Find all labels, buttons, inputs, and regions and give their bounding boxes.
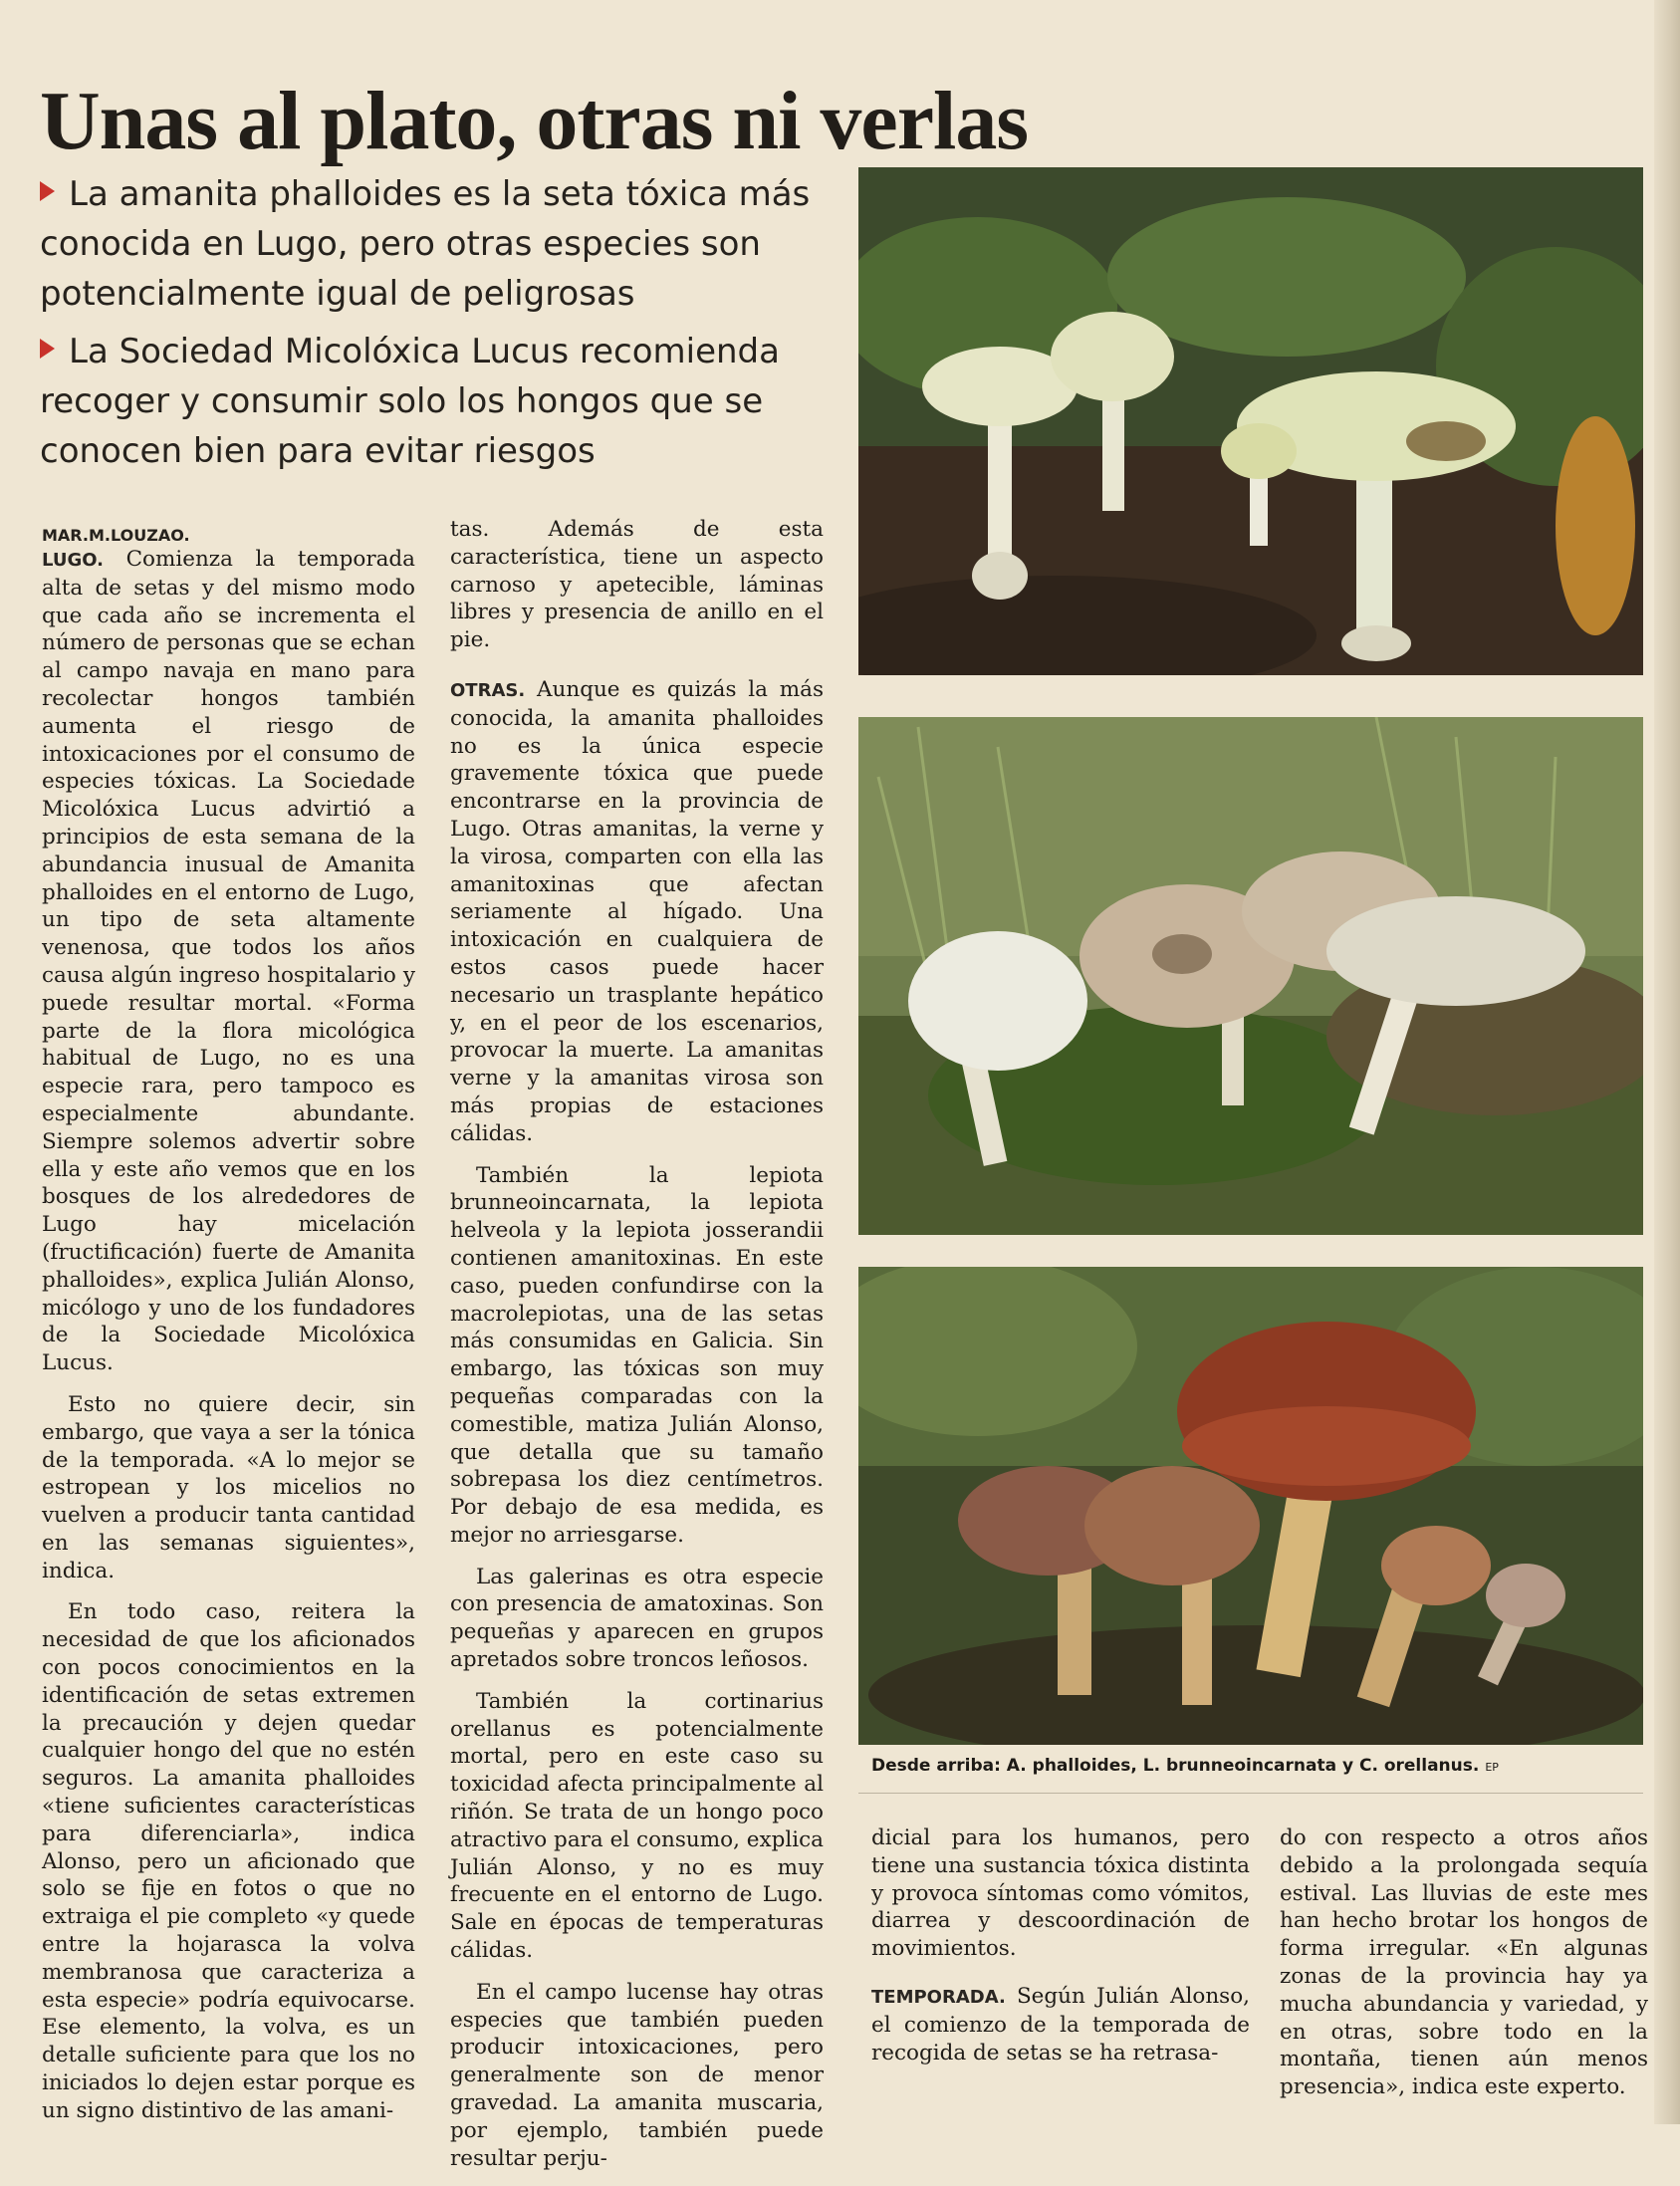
divider	[858, 1793, 1643, 1794]
paragraph	[42, 546, 415, 1377]
paragraph: dicial para los humanos, pero tiene una sustancia tóxica distinta y provoca síntomas como vómitos, diarrea y descoordinación de movimientos.	[871, 1825, 1250, 1962]
column-1	[42, 526, 415, 2139]
paragraph: También la cortinarius orellanus es potencialmente mortal, pero en este caso su toxicidad afecta principalmente al riñón. Se trata de un hongo poco atractivo para el consumo, explica Julián Alonso, y no es muy frecuente en el entorno de Lugo. Sale en épocas de temperaturas cálidas.	[450, 1688, 824, 1964]
headline: Unas al plato, otras ni verlas	[40, 75, 1029, 168]
paragraph: Las galerinas es otra especie con presencia de amatoxinas. Son pequeñas y aparecen en grupos apretados sobre troncos leñosos.	[450, 1564, 824, 1673]
paragraph: tas. Además de esta característica, tiene un aspecto carnoso y apetecible, láminas libres y presencia de anillo en el pie.	[450, 517, 824, 653]
paragraph-text: Según Julián Alonso, el comienzo de la temporada de recogida de setas se ha retrasa-	[871, 1983, 1250, 2065]
paragraph: do con respecto a otros años debido a la prolongada sequía estival. Las lluvias de este mes han hecho brotar los hongos de forma irregular. «En algunas zonas de la provincia hay ya mucha abundancia y variedad, y en otras, sobre todo en la montaña, tienen aún menos presencia», indica este experto.	[1280, 1825, 1648, 2100]
column-3	[871, 1824, 1250, 2080]
section-label-temporada: TEMPORADA.	[871, 1986, 1006, 2008]
subheads	[40, 169, 837, 484]
subhead-2-text: La Sociedad Micolóxica Lucus recomienda recoger y consumir solo los hongos que se conocen bien para evitar riesgos	[40, 332, 780, 471]
paragraph	[450, 676, 824, 1148]
lead-label: LUGO.	[42, 550, 104, 571]
section-label-otras: OTRAS.	[450, 679, 526, 701]
cortinarius-orellanus-photo	[858, 1267, 1643, 1745]
arrow-bullet-icon	[40, 339, 55, 359]
paragraph: En el campo lucense hay otras especies que también pueden producir intoxicaciones, pero generalmente son de menor gravedad. La amanita muscaria, por ejemplo, también puede resultar perju-	[450, 1979, 824, 2171]
paragraph-text: Comienza la temporada alta de setas y del mismo modo que cada año se incrementa el número de personas que se echan al campo navaja en mano para recolectar hongos también aumenta el riesgo de intoxicaciones por el consumo de especies tóxicas. La Sociedade Micolóxica Lucus advirtió a principios de esta semana de la abundancia inusual de Amanita phalloides en el entorno de Lugo, un tipo de seta altamente venenosa, que todos los años causa algún ingreso hospitalario y puede resultar mortal. «Forma parte de la flora micológica habitual de Lugo, no es una especie rara, pero tampoco es especialmente abundante. Siempre solemos advertir sobre ella y este año vemos que en los bosques de los alrededores de Lugo hay micelación (fructificación) fuerte de Amanita phalloides», explica Julián Alonso, micólogo y uno de los fundadores de la Sociedade Micolóxica Lucus.	[42, 547, 415, 1376]
arrow-bullet-icon	[40, 181, 55, 201]
paragraph	[871, 1983, 1250, 2066]
byline: MAR.M.LOUZAO.	[42, 526, 190, 545]
column-2	[450, 516, 824, 2186]
column-4	[1280, 1824, 1648, 2115]
subhead-2	[40, 327, 837, 476]
paragraph: Esto no quiere decir, sin embargo, que vaya a ser la tónica de la temporada. «A lo mejor se estropean y los micelios no vuelven a producir tanta cantidad en las semanas siguientes», indica.	[42, 1391, 415, 1583]
photo-credit: EP	[1485, 1761, 1499, 1774]
paragraph-text: Aunque es quizás la más conocida, la amanita phalloides no es la única especie gravemente tóxica que puede encontrarse en la provincia de Lugo. Otras amanitas, la verne y la virosa, comparten con ella las amanitoxinas que afectan seriamente al hígado. Una intoxicación en cualquiera de estos casos puede hacer necesario un trasplante hepático y, en el peor de los escenarios, provocar la muerte. La amanitas verne y la amanitas virosa son más propias de estaciones cálidas.	[450, 676, 824, 1146]
paragraph: En todo caso, reitera la necesidad de que los aficionados con pocos conocimientos en la identificación de setas extremen la precaución y dejen quedar cualquier hongo del que no estén seguros. La amanita phalloides «tiene suficientes características para diferenciarla», indica Alonso, pero un aficionado que solo se fije en fotos o que no extraiga el pie completo «y quede entre la hojarasca la volva membranosa que caracteriza a esta especie» podría equivocarse. Ese elemento, la volva, es un detalle suficiente para que los no iniciados lo dejen estar porque es un signo distintivo de las amani-	[42, 1599, 415, 2123]
subhead-1	[40, 169, 837, 319]
lepiota-brunneoincarnata-photo	[858, 717, 1643, 1235]
amanita-phalloides-image	[858, 167, 1643, 675]
subhead-1-text: La amanita phalloides es la seta tóxica más conocida en Lugo, pero otras especies son potencialmente igual de peligrosas	[40, 174, 811, 314]
amanita-phalloides-photo	[858, 167, 1643, 675]
lepiota-brunneoincarnata-image	[858, 717, 1643, 1235]
cortinarius-orellanus-image	[858, 1267, 1643, 1745]
paragraph: También la lepiota brunneoincarnata, la lepiota helveola y la lepiota josserandii contienen amanitoxinas. En este caso, pueden confundirse con la macrolepiotas, una de las setas más consumidas en Galicia. Sin embargo, las tóxicas son muy pequeñas comparadas con la comestible, matiza Julián Alonso, que detalla que su tamaño sobrepasa los diez centímetros. Por debajo de esa medida, es mejor no arriesgarse.	[450, 1162, 824, 1548]
caption-text: Desde arriba: A. phalloides, L. brunneoincarnata y C. orellanus.	[871, 1756, 1480, 1776]
photo-caption	[871, 1756, 1648, 1776]
page-edge	[1654, 0, 1680, 2124]
